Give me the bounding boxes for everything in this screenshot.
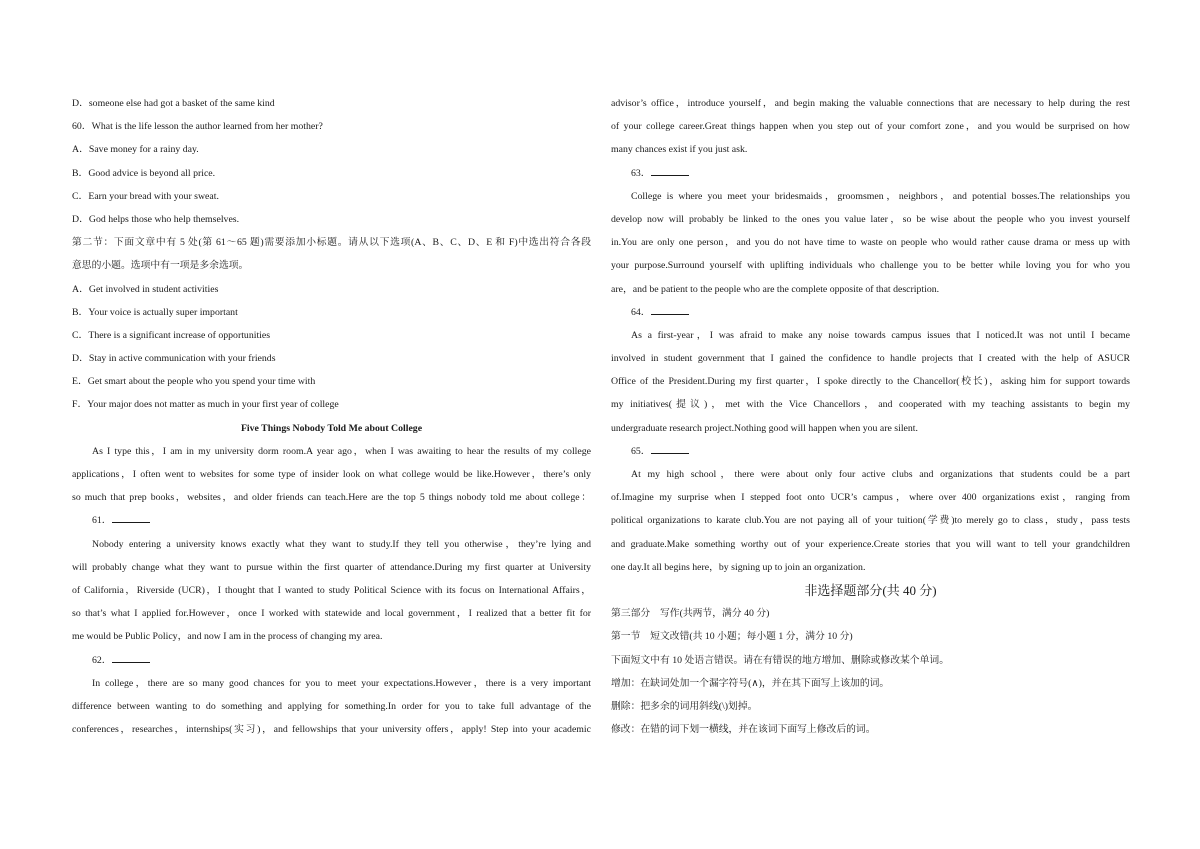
left-text-line [72,162,591,185]
line-text: develop now will probably be linked to the ones you value later，so be wise about the people who you invest yourself [611,213,1130,225]
left-text-line [72,231,591,254]
left-text-line [72,393,591,416]
line-text: As I type this，I am in my university dorm room.A year ago，when I was awaiting to hear the results of my college [92,445,591,457]
left-text-line [72,672,591,695]
line-text: D．someone else had got a basket of the same kind [72,98,275,109]
left-text-line [72,370,591,393]
line-text: 增加：在缺词处加一个漏字符号(∧)，并在其下面写上该加的词。 [611,677,890,689]
line-text: 意思的小题。选项中有一项是多余选项。 [72,260,249,272]
line-text: one day.It all begins here，by signing up to join an organization. [611,561,866,573]
answer-blank [651,443,689,454]
line-text: 第二节：下面文章中有 5 处(第 61～65 题)需要添加小标题。请从以下选项(A、B、C、D、E 和 F)中选出符合各段 [72,237,591,249]
line-text: in.You are only one person，and you do not have time to waste on people who would rather cause drama or mess up with [611,237,1130,249]
line-text: applications，I often went to websites for some type of insider look on what college would be like.However，there’s only [72,469,591,480]
line-text: and graduate.Make something worthy out of your experience.Create stories that you will want to tell your grandchildren [611,538,1130,550]
answer-blank [112,512,150,523]
left-text-line [72,92,591,115]
right-text-line [611,347,1130,370]
left-text-line [72,463,591,486]
right-text-line [611,324,1130,347]
line-text: 61． [92,515,112,527]
line-text: A．Get involved in student activities [72,283,219,295]
line-text: 非选择题部分(共 40 分) [804,582,937,598]
line-text: 62． [92,654,112,666]
left-text-line [72,556,591,579]
left-text-line [72,533,591,556]
line-text: B．Good advice is beyond all price. [72,167,216,179]
line-text: C．There is a significant increase of opportunities [72,329,271,341]
answer-blank [651,304,689,315]
right-text-line [611,556,1130,579]
line-text: your purpose.Surround yourself with uplifting individuals who challenge you to be better while loving you for who you [611,260,1130,272]
line-text: conferences，researches，internships(实习)，and fellowships that your university offers，apply! Step into your academic [72,724,591,736]
right-text-line [611,393,1130,416]
left-text-line [72,278,591,301]
line-text: Office of the President.During my first quarter，I spoke directly to the Chancellor(校长)，asking him for support towards [611,376,1130,388]
left-text-line [72,324,591,347]
left-text-line [72,440,591,463]
right-text-line [611,417,1130,440]
line-text: 第三部分 写作(共两节，满分 40 分) [611,608,770,620]
line-text: Five Things Nobody Told Me about College [240,422,423,434]
line-text: 65． [631,445,651,457]
line-text: 修改：在错的词下划一横线，并在该词下面写上修改后的词。 [611,724,876,736]
line-text: College is where you meet your bridesmaids，groomsmen，neighbors，and potential bosses.The relationships you [631,190,1130,202]
line-text: of California，Riverside (UCR)，I thought that I wanted to study Political Science with its focus on International Affairs， [72,584,591,596]
question-blank-line [611,162,1130,185]
right-text-line [611,509,1130,532]
right-text-line [611,278,1130,301]
line-text: so that’s what I applied for.However，once I worked with statewide and local government，I realized that a better fit for [72,608,591,620]
left-text-line [72,115,591,138]
line-text: involved in student government that I gained the confidence to handle projects that I created with the help of ASUCR [611,353,1130,365]
line-text: undergraduate research project.Nothing good will happen when you are silent. [611,422,918,434]
line-text: are，and be patient to the people who are the complete opposite of that description. [611,283,940,295]
line-text: 60．What is the life lesson the author learned from her mother? [72,121,323,133]
question-blank-line [72,509,591,532]
right-text-line [611,672,1130,695]
right-text-line [611,208,1130,231]
right-text-line [611,718,1130,741]
left-text-line [72,486,591,509]
right-column [611,92,1130,741]
right-text-line [611,602,1130,625]
right-text-line [611,185,1130,208]
answer-blank [651,165,689,176]
line-text: me would be Public Policy，and now I am in the process of changing my area. [72,631,383,643]
answer-blank [112,652,150,663]
line-text: many chances exist if you just ask. [611,144,748,156]
line-text: 63． [631,167,651,179]
left-text-line [72,718,591,741]
right-text-line [611,463,1130,486]
left-text-line [72,138,591,161]
question-blank-line [611,440,1130,463]
left-text-line [72,208,591,231]
line-text: F．Your major does not matter as much in your first year of college [72,399,339,411]
right-text-line [611,625,1130,648]
right-text-line [611,92,1130,115]
line-text: A．Save money for a rainy day. [72,144,199,156]
line-text: 下面短文中有 10 处语言错误。请在有错误的地方增加、删除或修改某个单词。 [611,654,949,666]
question-blank-line [72,649,591,672]
left-text-line [72,625,591,648]
right-text-line [611,138,1130,161]
section-heading [611,579,1130,602]
line-text: At my high school，there were about only four active clubs and organizations that students could be a part [631,469,1130,480]
right-text-line [611,695,1130,718]
line-text: C．Earn your bread with your sweat. [72,190,219,202]
line-text: In college，there are so many good chances for you to meet your expectations.However，there is a very important [92,677,591,689]
right-text-line [611,254,1130,277]
question-blank-line [611,301,1130,324]
line-text: Nobody entering a university knows exactly what they want to study.If they tell you otherwise，they’re lying and [92,538,591,550]
line-text: will probably change what they want to pursue within the first quarter of attendance.During my first quarter at University [72,561,591,573]
line-text: B．Your voice is actually super important [72,306,238,318]
line-text: so much that prep books，websites，and older friends can teach.Here are the top 5 things nobody told me about college： [72,492,591,504]
line-text: As a first-year，I was afraid to make any noise towards campus issues that I noticed.It was not until I became [631,329,1130,341]
left-text-line [72,254,591,277]
line-text: difference between wanting to do something and applying for something.In order for you to take full advantage of the [72,700,591,712]
line-text: of.Imagine my surprise when I stepped foot onto UCR’s campus，where over 400 organizations exist，ranging from [611,492,1130,504]
right-text-line [611,533,1130,556]
line-text: my initiatives(提议)，met with the Vice Chancellors，and cooperated with my teaching assistants to begin my [611,399,1130,411]
line-text: advisor’s office，introduce yourself，and begin making the valuable connections that are necessary to help during the rest [611,98,1130,109]
right-text-line [611,486,1130,509]
right-text-line [611,370,1130,393]
line-text: of your college career.Great things happen when you step out of your comfort zone，and you would be surprised on how [611,121,1130,133]
left-text-line [72,602,591,625]
line-text: E．Get smart about the people who you spend your time with [72,376,316,388]
left-text-line [72,185,591,208]
line-text: 第一节 短文改错(共 10 小题；每小题 1 分，满分 10 分) [611,631,853,643]
article-title [72,417,591,440]
left-text-line [72,301,591,324]
left-column [72,92,591,741]
left-text-line [72,347,591,370]
right-text-line [611,231,1130,254]
left-text-line [72,695,591,718]
line-text: D．God helps those who help themselves. [72,213,240,225]
line-text: political organizations to karate club.You are not paying all of your tuition(学费)to merely go to class，study，pass tests [611,515,1130,527]
line-text: 删除：把多余的词用斜线(\)划掉。 [611,700,758,712]
line-text: 64． [631,306,651,318]
left-text-line [72,579,591,602]
line-text: D．Stay in active communication with your friends [72,353,276,365]
right-text-line [611,115,1130,138]
right-text-line [611,649,1130,672]
